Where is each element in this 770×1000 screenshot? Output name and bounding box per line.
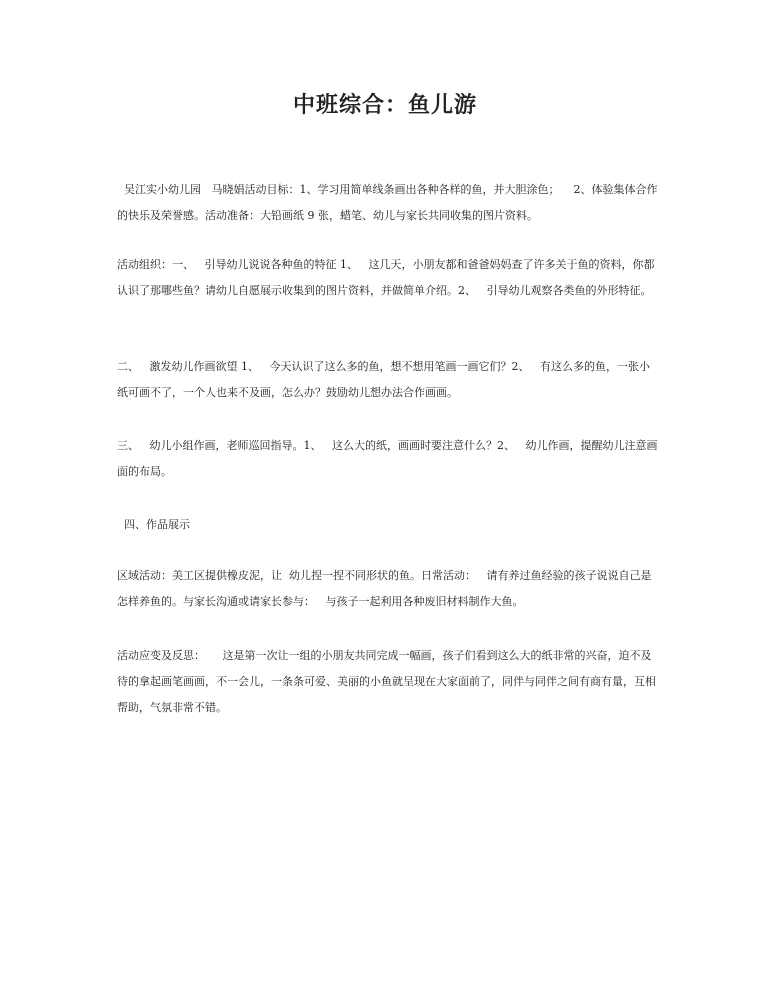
paragraph-step-two: 二、 激发幼儿作画欲望 1、 今天认识了这么多的鱼，想不想用笔画一画它们？2、 有这么多的鱼，一张小纸可画不了，一个人也来不及画，怎么办？鼓励幼儿想办法合作画画。 (117, 360, 650, 399)
paragraph-goals: 吴江实小幼儿园 马晓娟活动目标：1、学习用简单线条画出各种各样的鱼，并大胆涂色； 2、体验集体合作的快乐及荣誉感。活动准备：大铅画纸 9 张，蜡笔、幼儿与家长共同收集的图片资料。 (117, 183, 658, 222)
paragraph-step-three: 三、 幼儿小组作画，老师巡回指导。1、 这么大的纸，画画时要注意什么？2、 幼儿作画，提醒幼儿注意画面的布局。 (117, 439, 658, 478)
paragraph-step-four: 四、作品展示 (117, 518, 190, 531)
document-title: 中班综合：鱼儿游 (292, 92, 477, 118)
paragraph-reflection: 活动应变及反思： 这是第一次让一组的小朋友共同完成一幅画，孩子们看到这么大的纸非常的兴奋，迫不及待的拿起画笔画画，不一会儿，一条条可爱、美丽的小鱼就呈现在大家面前了，同伴与同伴之间有商有量，互相帮助，气氛非常不错。 (117, 649, 656, 714)
paragraph-step-one: 活动组织：一、 引导幼儿说说各种鱼的特征 1、 这几天，小朋友都和爸爸妈妈查了许多关于鱼的资料，你都认识了那哪些鱼？请幼儿自愿展示收集到的图片资料，并做简单介绍。2、 引导幼儿观察各类鱼的外形特征。 (117, 258, 655, 297)
paragraph-extension: 区域活动：美工区提供橡皮泥，让 幼儿捏一捏不同形状的鱼。日常活动： 请有养过鱼经验的孩子说说自己是怎样养鱼的。与家长沟通或请家长参与： 与孩子一起利用各种废旧材料制作大鱼。 (117, 569, 652, 608)
